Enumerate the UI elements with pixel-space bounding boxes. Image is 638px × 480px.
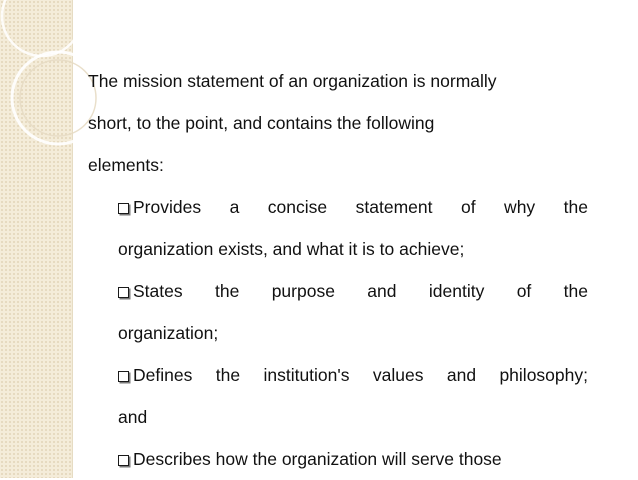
slide-body: [88, 60, 588, 480]
bullet-item-2: [118, 270, 588, 312]
bullet-item-3: [118, 354, 588, 396]
bullet-continuation: and: [118, 407, 148, 427]
intro-line-2: short, to the point, and contains the following: [88, 113, 435, 133]
checkbox-square-icon: [118, 287, 129, 298]
bullet-list: [118, 186, 588, 480]
bullet-continuation: organization;: [118, 323, 219, 343]
bullet-text: Describes how the organization will serve those: [133, 449, 502, 469]
checkbox-square-icon: [118, 203, 129, 214]
bullet-text: States the purpose and identity of the: [133, 281, 588, 301]
bullet-text: Defines the institution's values and philosophy;: [133, 365, 588, 385]
bullet-item-4: [118, 438, 588, 480]
checkbox-square-icon: [118, 371, 129, 382]
bullet-item-1: [118, 186, 588, 228]
intro-line-1: The mission statement of an organization is normally: [88, 71, 497, 91]
checkbox-square-icon: [118, 455, 129, 466]
intro-line-3: elements:: [88, 155, 164, 175]
bullet-continuation: organization exists, and what it is to achieve;: [118, 239, 465, 259]
decorative-side-band: [0, 0, 73, 478]
bullet-text: Provides a concise statement of why the: [133, 197, 588, 217]
